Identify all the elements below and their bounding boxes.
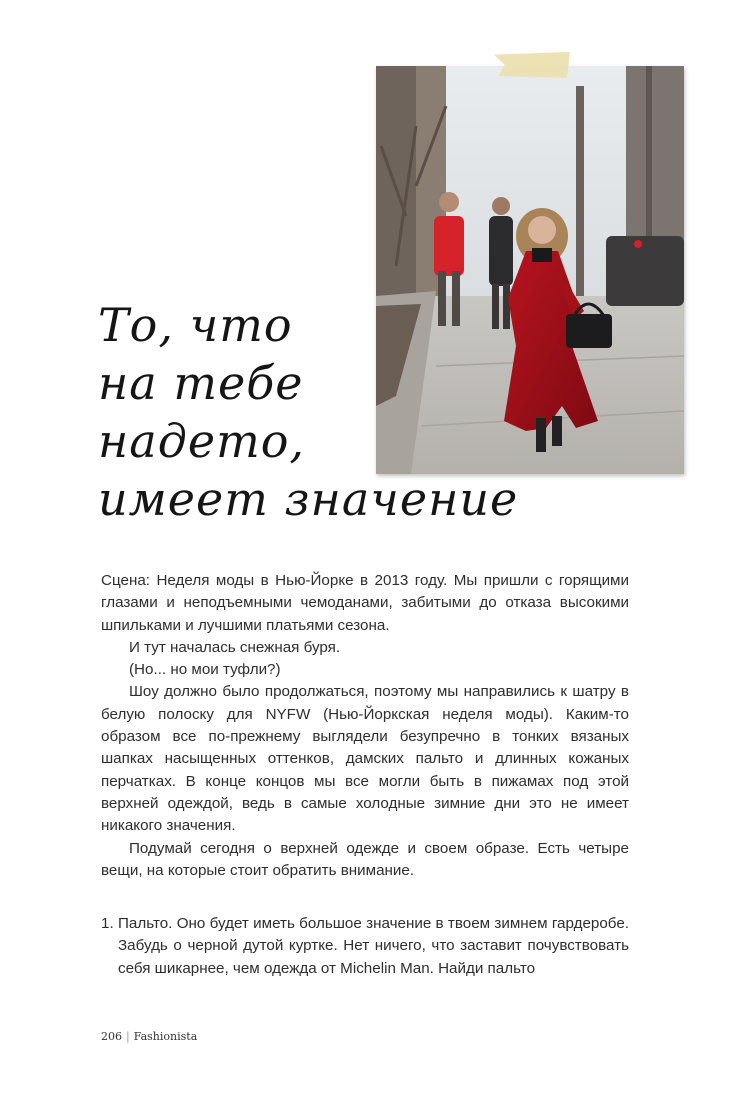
title-line: То, что [98, 298, 293, 352]
paragraph: И тут началась снежная буря. [129, 638, 341, 656]
list-item [101, 913, 629, 980]
paragraph: Шоу должно было продолжаться, поэтому мы направились к шатру в белую полоску для NYFW (Нью-Йоркская неделя моды). Каким-то образом все по-прежнему выглядели безупречно в тонких вязаных шапках насыщенных оттенков, дамских пальто и длинных кожаных перчатках. В конце концов мы все могли быть в пижамах под этой верхней одеждой, ведь в самые холодные зимние дни это не имеет никакого значения. [101, 683, 629, 835]
title-line: имеет значение [98, 472, 519, 526]
title-line: надето, [98, 414, 306, 468]
page-footer [101, 1030, 197, 1043]
paragraph: Сцена: Неделя моды в Нью-Йорке в 2013 году. Мы пришли с горящими глазами и неподъемными чемоданами, забитыми до отказа высокими шпильками и лучшими платьями сезона. [101, 572, 629, 634]
footer-separator: | [126, 1030, 130, 1043]
list-number: 1. [101, 915, 114, 932]
book-title: Fashionista [133, 1030, 198, 1043]
list-item-text: Пальто. Оно будет иметь большое значение в твоем зимнем гардеробе. Забудь о черной дутой куртке. Нет ничего, что заставит почувствовать себя шикарнее, чем одежда от Michelin Man. Найди пальто [118, 915, 629, 977]
body-text [101, 570, 629, 882]
masking-tape [494, 52, 570, 78]
paragraph: Подумай сегодня о верхней одежде и своем образе. Есть четыре вещи, на которые стоит обратить внимание. [101, 839, 629, 879]
numbered-list [101, 913, 629, 980]
title-line: на тебе [98, 356, 304, 410]
page-number: 206 [101, 1030, 122, 1043]
paragraph: (Но... но мои туфли?) [129, 661, 281, 679]
chapter-title [98, 296, 519, 528]
